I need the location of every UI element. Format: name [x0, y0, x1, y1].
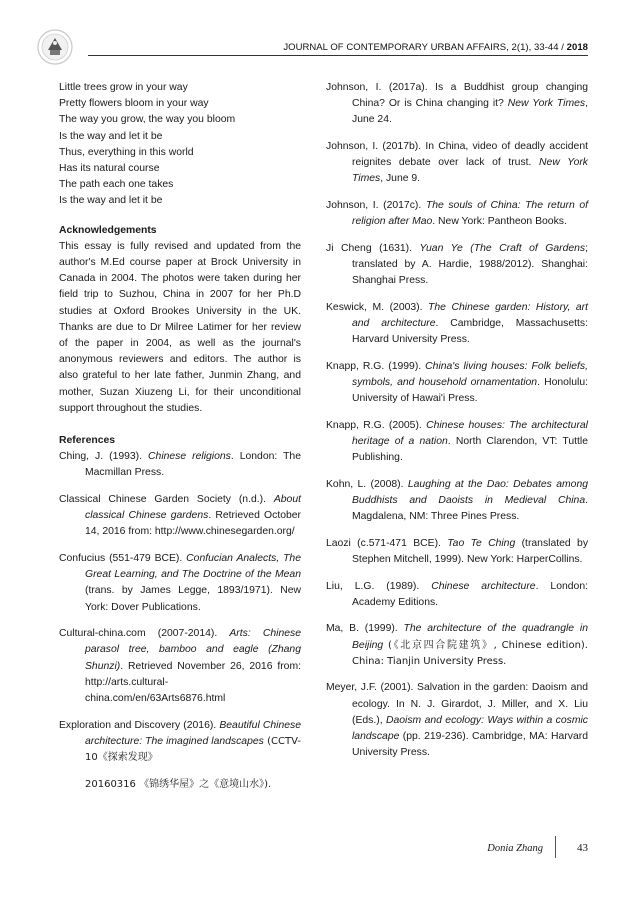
ref-title: Tao Te Ching: [447, 537, 516, 549]
ref-publisher: . New York: Pantheon Books.: [432, 216, 567, 228]
ref-publisher: . Retrieved October 14, 2016 from: http://www.chinesegarden.org/: [85, 510, 301, 538]
ref-publisher: , June 9.: [380, 173, 421, 185]
ref-title: Beautiful Chinese architecture: The imagined landscapes: [85, 719, 302, 747]
journal-running-header: [283, 42, 588, 53]
reference-entry: [59, 492, 301, 541]
ref-title: Confucian Analects, The Great Learning, and The Doctrine of the Mean: [85, 553, 301, 581]
references-heading: References: [59, 435, 116, 447]
journal-citation: JOURNAL OF CONTEMPORARY URBAN AFFAIRS, 2(1), 33-44 /: [283, 42, 567, 53]
reference-entry: [326, 139, 588, 188]
ref-author: Confucius (551-479 BCE).: [59, 553, 187, 565]
ref-title: Chinese religions: [148, 451, 231, 463]
ref-author: Exploration and Discovery (2016).: [59, 719, 220, 731]
ref-publisher: . London: Academy Editions.: [352, 580, 588, 608]
poem-line: The path each one takes: [59, 179, 174, 191]
poem-line: Pretty flowers bloom in your way: [59, 98, 209, 110]
ref-episode: 20160316 《锦绣华屋》之《意境山水》).: [85, 779, 272, 791]
ref-author: Ji Cheng (1631).: [326, 242, 420, 254]
ref-title: The souls of China: The return of religion after Mao: [352, 200, 588, 228]
right-column: [326, 80, 588, 772]
reference-entry: [326, 579, 588, 611]
ref-publisher: (《北京四合院建筑》, Chinese edition). China: Tianjin University Press.: [352, 639, 588, 667]
reference-entry: [326, 241, 588, 290]
ref-title: China's living houses: Folk beliefs, symbols, and household ornamentation: [352, 360, 589, 388]
ref-publisher: . Magdalena, NM: Three Pines Press.: [352, 495, 588, 523]
page-number: 43: [577, 842, 588, 854]
ref-publisher: . Honolulu: University of Hawai'i Press.: [352, 377, 588, 405]
ref-author: Meyer, J.F. (2001). Salvation in the garden: Daoism and ecology. In N. J. Girardot, J. Miller, and X. Liu (Eds.),: [326, 682, 588, 726]
ref-title: The Chinese garden: History, art and architecture: [352, 301, 588, 329]
reference-entry: [326, 621, 588, 670]
header-rule: [88, 55, 588, 56]
ref-publisher: (trans. by James Legge, 1893/1971). New York: Dover Publications.: [85, 585, 301, 613]
ref-title: Daoism and ecology: Ways within a cosmic landscape: [352, 714, 588, 742]
reference-entry: [326, 477, 588, 526]
left-column: [59, 80, 301, 804]
journal-logo-seal-icon: [36, 28, 74, 66]
reference-entry: [326, 359, 588, 408]
ref-title: Chinese architecture: [431, 580, 536, 592]
ref-channel: (CCTV-10《探索发现》: [85, 735, 301, 764]
ref-publisher: , June 24.: [352, 98, 588, 126]
poem-line: Has its natural course: [59, 163, 160, 175]
poem-line: Thus, everything in this world: [59, 146, 194, 158]
ref-author: Ma, B. (1999).: [326, 623, 404, 635]
footer-author: Donia Zhang: [487, 843, 543, 854]
ref-title: The architecture of the quadrangle in Beijing: [352, 623, 588, 651]
ref-author: Classical Chinese Garden Society (n.d.).: [59, 494, 274, 506]
ref-publisher: ; translated by A. Hardie, 1988/2012). Shanghai: Shanghai Press.: [352, 242, 588, 287]
ref-author: Keswick, M. (2003).: [326, 301, 429, 313]
reference-entry: [59, 449, 301, 481]
reference-entry: [59, 626, 301, 707]
reference-entry: [326, 80, 588, 129]
reference-entry: [326, 418, 588, 467]
ref-author: Knapp, R.G. (1999).: [326, 360, 426, 372]
poem-line: Is the way and let it be: [59, 195, 163, 207]
journal-year: 2018: [566, 42, 588, 53]
poem: [59, 80, 301, 210]
poem-line: Little trees grow in your way: [59, 82, 188, 93]
reference-entry: [59, 551, 301, 616]
ref-title: New York Times: [507, 98, 586, 110]
ref-title: Laughing at the Dao: Debates among Buddhists and Daoists in Medieval China: [352, 478, 588, 506]
footer-rule: [555, 836, 556, 858]
reference-entry: [326, 680, 588, 761]
poem-line: The way you grow, the way you bloom: [59, 114, 236, 126]
ref-title: Yuan Ye (The Craft of Gardens: [419, 242, 586, 254]
ref-author: Liu, L.G. (1989).: [326, 580, 432, 592]
ref-publisher: . Cambridge, Massachusetts: Harvard University Press.: [352, 318, 588, 346]
poem-line: Is the way and let it be: [59, 130, 163, 142]
ref-author: Cultural-china.com (2007-2014).: [59, 628, 230, 640]
ref-title: New York Times: [352, 157, 589, 185]
ref-publisher: (pp. 219-236). Cambridge, MA: Harvard University Press.: [352, 731, 588, 759]
reference-entry: [326, 300, 588, 349]
ref-publisher: . Retrieved November 26, 2016 from: http://arts.cultural-china.com/en/63Arts6876.html: [85, 660, 301, 705]
ref-author: Johnson, I. (2017c).: [326, 200, 426, 211]
reference-entry: [326, 198, 588, 230]
ref-publisher: (translated by Stephen Mitchell, 1999). New York: HarperCollins.: [352, 537, 589, 565]
reference-entry: [59, 718, 301, 794]
ref-author: Knapp, R.G. (2005).: [326, 419, 427, 431]
ref-title: Chinese houses: The architectural heritage of a nation: [352, 419, 588, 447]
reference-entry: [326, 536, 588, 568]
acknowledgements-heading: Acknowledgements: [59, 224, 157, 236]
ref-author: Laozi (c.571-471 BCE).: [326, 537, 448, 549]
ref-author: Johnson, I. (2017a). Is a Buddhist group changing China? Or is China changing it?: [326, 82, 588, 110]
ref-title: Arts: Chinese parasol tree, bamboo and eagle (Zhang Shunzi): [85, 628, 301, 672]
ref-author: Johnson, I. (2017b). In China, video of deadly accident reignites debate over lack of trust.: [326, 141, 588, 169]
ref-publisher: . London: The Macmillan Press.: [85, 451, 301, 479]
ref-author: Ching, J. (1993).: [59, 451, 149, 463]
acknowledgements-text: This essay is fully revised and updated from the author's M.Ed course paper at Brock University in Canada in 2004. The photos were taken during her field trip to Suzhou, China in 2007 for her Ph.D studies at Oxford Brookes University in the UK. Thanks are due to Dr Milree Latimer for her review of the paper in 2004, as well as the journal's anonymous reviewers and editors. The author is also grateful to her late father, Junmin Zhang, and mother, Suzan Xiuzeng Li, for their unconditional support throughout the studies.: [59, 240, 301, 414]
ref-publisher: . North Clarendon, VT: Tuttle Publishing.: [352, 436, 588, 464]
ref-title: About classical Chinese gardens: [85, 494, 301, 522]
ref-author: Kohn, L. (2008).: [326, 478, 408, 490]
